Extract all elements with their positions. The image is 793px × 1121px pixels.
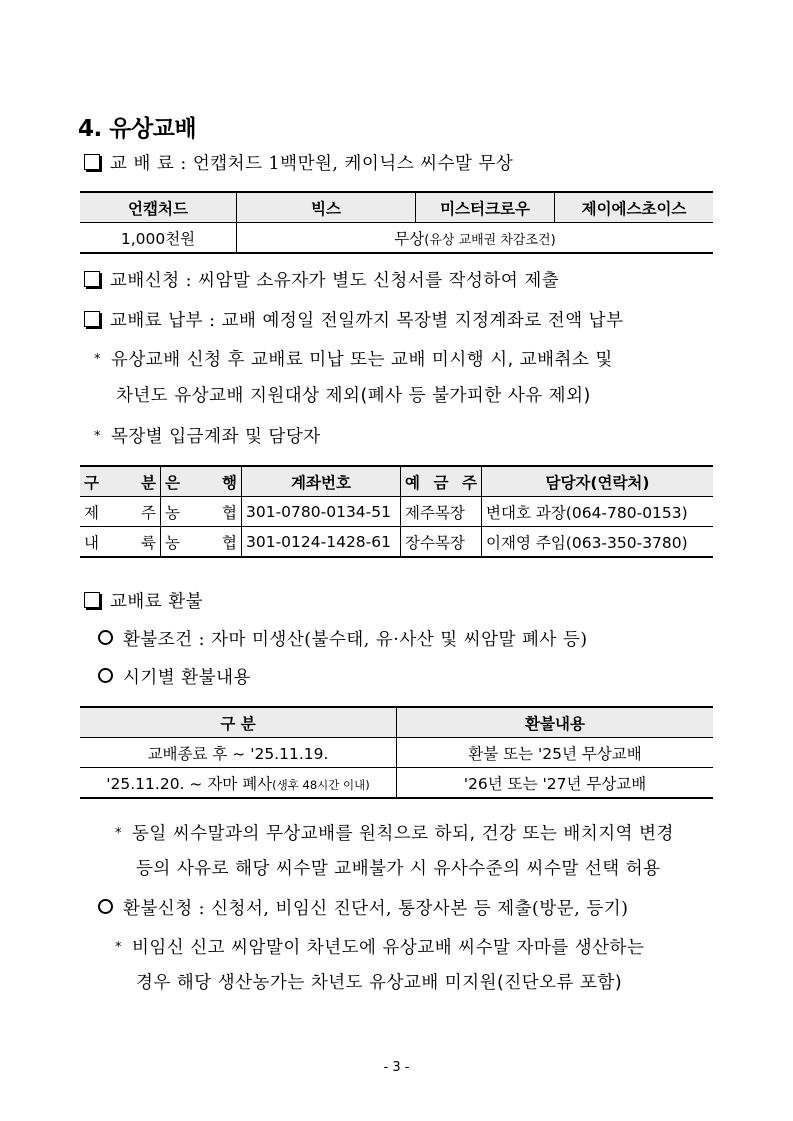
fee-text: 교 배 료 : 언캡처드 1백만원, 케이닉스 씨수말 무상: [110, 154, 514, 174]
account-header-cell: 담당자(연락처): [482, 466, 714, 497]
account-cell: 제주목장: [401, 497, 482, 527]
refund-content-cell: 환불 또는 '25년 무상교배: [397, 738, 714, 768]
refund-apply-text: 환불신청 : 신청서, 비임신 진단서, 통장사본 등 제출(방문, 등기): [123, 899, 629, 919]
account-row: [80, 527, 713, 558]
refund-period-text: '25.11.20. ~ 자마 폐사: [106, 774, 273, 793]
refund-period-note: (생후 48시간 이내): [272, 777, 370, 792]
refund-title-line: [84, 588, 203, 613]
account-cell: 농 협: [161, 497, 242, 527]
note1-text-1: 유상교배 신청 후 교배료 미납 또는 교배 미시행 시, 교배취소 및: [111, 350, 613, 370]
refund-by-time-line: [98, 664, 251, 689]
account-cell: 내 륙: [80, 527, 161, 558]
asterisk-icon: *: [94, 429, 101, 444]
fee-header-cell: 미스터크로우: [416, 192, 555, 223]
asterisk-icon: *: [115, 940, 122, 955]
refund-apply-line: [98, 895, 628, 920]
note3-line1: [115, 820, 674, 845]
checkbox-square-icon: [84, 592, 100, 608]
fee-table: [80, 191, 713, 254]
fee-value-cell: [237, 223, 714, 254]
refund-table: [80, 706, 713, 799]
account-cell: 이재영 주임(063-350-3780): [486, 533, 688, 552]
checkbox-square-icon: [84, 154, 100, 170]
account-cell: 제 주: [80, 497, 161, 527]
circle-bullet-icon: [98, 630, 113, 645]
refund-header-cell: 구 분: [80, 707, 397, 738]
account-cell: 장수목장: [401, 527, 482, 558]
account-header-cell: 계좌번호: [242, 466, 401, 497]
account-header-cell: 예 금 주: [401, 466, 482, 497]
refund-period-cell: [80, 738, 397, 768]
account-table: [80, 465, 713, 558]
account-header-cell: 은 행: [161, 466, 242, 497]
circle-bullet-icon: [98, 899, 113, 914]
circle-bullet-icon: [98, 668, 113, 683]
fee-condition-text: (유상 교배권 차감조건): [424, 232, 556, 248]
asterisk-icon: *: [94, 352, 101, 367]
refund-condition-text: 환불조건 : 자마 미생산(불수태, 유·사산 및 씨암말 폐사 등): [123, 630, 588, 650]
section-title: 4. 유상교배: [78, 116, 197, 142]
refund-header-row: [80, 707, 713, 738]
apply-line: [84, 267, 559, 292]
refund-header-cell: 환불내용: [397, 707, 714, 738]
refund-content-cell: '26년 또는 '27년 무상교배: [463, 774, 647, 793]
asterisk-icon: *: [115, 826, 122, 841]
refund-condition-line: [98, 626, 588, 651]
note4-line2: 경우 해당 생산농가는 차년도 유상교배 미지원(진단오류 포함): [136, 973, 623, 993]
account-cell: 변대호 과장(064-780-0153): [482, 497, 714, 527]
note4-line1: [115, 934, 644, 959]
payment-text: 교배료 납부 : 교배 예정일 전일까지 목장별 지정계좌로 전액 납부: [110, 311, 624, 331]
note1-line1: [94, 346, 613, 371]
account-cell: 301-0124-1428-61: [242, 527, 401, 558]
fee-data-row: [80, 223, 713, 254]
note2-line: [94, 423, 321, 448]
note3-line2: 등의 사유로 해당 씨수말 교배불가 시 유사수준의 씨수말 선택 허용: [136, 859, 661, 879]
fee-value-cell: 1,000천원: [80, 223, 237, 254]
refund-period-cell: [80, 768, 397, 799]
account-cell: 농 협: [161, 527, 242, 558]
checkbox-square-icon: [84, 271, 100, 287]
refund-row: [80, 738, 713, 768]
payment-line: [84, 307, 624, 332]
checkbox-square-icon: [84, 311, 100, 327]
refund-row: [80, 768, 713, 799]
account-header-cell: 구 분: [80, 466, 161, 497]
account-cell: 301-0780-0134-51: [242, 497, 401, 527]
account-header-row: [80, 466, 713, 497]
apply-text: 교배신청 : 씨암말 소유자가 별도 신청서를 작성하여 제출: [110, 271, 560, 291]
note1-line2: 차년도 유상교배 지원대상 제외(폐사 등 불가피한 사유 제외): [116, 386, 591, 406]
fee-header-cell: 빅스: [237, 192, 416, 223]
fee-line: [84, 150, 513, 175]
fee-header-row: [80, 192, 713, 223]
fee-header-cell: 언캡처드: [80, 192, 237, 223]
note4-text-1: 비임신 신고 씨암말이 차년도에 유상교배 씨수말 자마를 생산하는: [132, 938, 645, 958]
refund-by-time-text: 시기별 환불내용: [123, 668, 251, 688]
note2-text: 목장별 입금계좌 및 담당자: [111, 427, 321, 447]
refund-period-text: 교배종료 후 ~ '25.11.19.: [147, 744, 329, 763]
refund-title-text: 교배료 환불: [110, 592, 204, 612]
fee-header-cell: 제이에스초이스: [555, 192, 714, 223]
note3-text-1: 동일 씨수말과의 무상교배를 원칙으로 하되, 건강 또는 배치지역 변경: [132, 824, 674, 844]
page-number: - 3 -: [383, 1060, 410, 1075]
account-row: [80, 497, 713, 527]
fee-free-text: 무상: [394, 229, 425, 248]
